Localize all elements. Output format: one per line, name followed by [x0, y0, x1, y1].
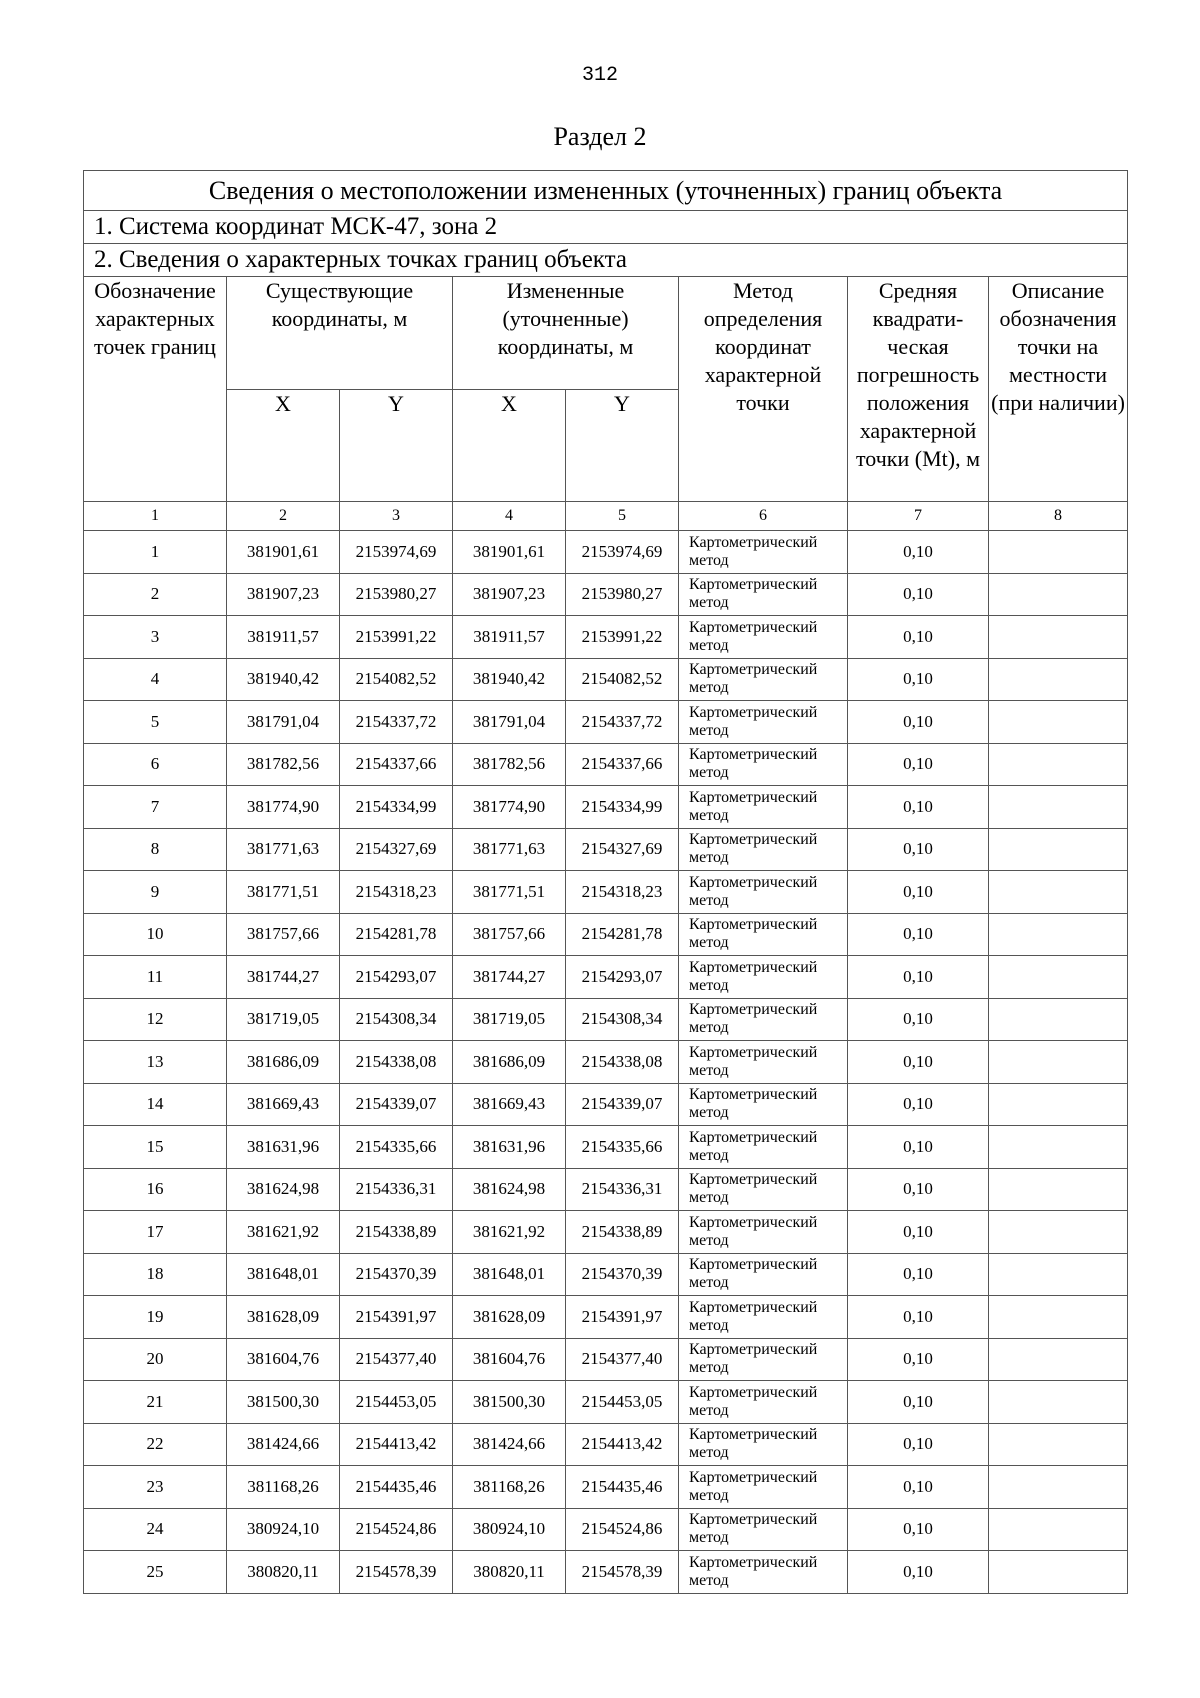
x-existing-cell: 381744,27	[227, 956, 340, 999]
mean-error-cell: 0,10	[848, 998, 989, 1041]
method-cell: Картометрический метод	[679, 1253, 848, 1296]
table-row	[84, 701, 1128, 744]
description-cell	[989, 998, 1128, 1041]
mean-error-cell: 0,10	[848, 1338, 989, 1381]
x-existing-cell: 381168,26	[227, 1466, 340, 1509]
y-changed-cell: 2153991,22	[566, 616, 679, 659]
page-number: 312	[581, 64, 618, 87]
x-changed-cell: 381621,92	[453, 1211, 566, 1254]
y-existing-cell: 2153991,22	[340, 616, 453, 659]
header-y-changed: Y	[566, 390, 679, 502]
description-cell	[989, 658, 1128, 701]
point-number-cell: 7	[84, 786, 227, 829]
point-number-cell: 23	[84, 1466, 227, 1509]
y-changed-cell: 2154293,07	[566, 956, 679, 999]
method-cell: Картометрический метод	[679, 1168, 848, 1211]
description-cell	[989, 1126, 1128, 1169]
header-y-existing: Y	[340, 390, 453, 502]
table-row	[84, 1041, 1128, 1084]
point-number-cell: 20	[84, 1338, 227, 1381]
x-changed-cell: 381500,30	[453, 1381, 566, 1424]
description-cell	[989, 828, 1128, 871]
y-existing-cell: 2154327,69	[340, 828, 453, 871]
point-number-cell: 16	[84, 1168, 227, 1211]
method-cell: Картометрический метод	[679, 1338, 848, 1381]
x-changed-cell: 381907,23	[453, 573, 566, 616]
y-existing-cell: 2154082,52	[340, 658, 453, 701]
point-number-cell: 2	[84, 573, 227, 616]
x-existing-cell: 380924,10	[227, 1508, 340, 1551]
x-changed-cell: 381648,01	[453, 1253, 566, 1296]
y-existing-cell: 2154334,99	[340, 786, 453, 829]
x-existing-cell: 381774,90	[227, 786, 340, 829]
point-number-cell: 5	[84, 701, 227, 744]
x-changed-cell: 381782,56	[453, 743, 566, 786]
mean-error-cell: 0,10	[848, 1253, 989, 1296]
table-row	[84, 1338, 1128, 1381]
x-changed-cell: 381901,61	[453, 531, 566, 574]
description-cell	[989, 1338, 1128, 1381]
y-changed-cell: 2154370,39	[566, 1253, 679, 1296]
method-cell: Картометрический метод	[679, 998, 848, 1041]
x-existing-cell: 381648,01	[227, 1253, 340, 1296]
x-existing-cell: 381907,23	[227, 573, 340, 616]
mean-error-cell: 0,10	[848, 1466, 989, 1509]
point-number-cell: 8	[84, 828, 227, 871]
description-cell	[989, 871, 1128, 914]
method-cell: Картометрический метод	[679, 871, 848, 914]
section-title: Раздел 2	[553, 122, 647, 151]
point-number-cell: 12	[84, 998, 227, 1041]
method-cell: Картометрический метод	[679, 1041, 848, 1084]
x-existing-cell: 380820,11	[227, 1551, 340, 1594]
point-number-cell: 18	[84, 1253, 227, 1296]
point-number-cell: 9	[84, 871, 227, 914]
description-cell	[989, 1423, 1128, 1466]
x-existing-cell: 381771,63	[227, 828, 340, 871]
header-description: Описание обозначения точки на местности (при наличии)	[989, 277, 1128, 502]
mean-error-cell: 0,10	[848, 573, 989, 616]
y-changed-cell: 2153980,27	[566, 573, 679, 616]
y-existing-cell: 2154339,07	[340, 1083, 453, 1126]
x-changed-cell: 381744,27	[453, 956, 566, 999]
table-row	[84, 828, 1128, 871]
y-changed-cell: 2154377,40	[566, 1338, 679, 1381]
table-row	[84, 1253, 1128, 1296]
mean-error-cell: 0,10	[848, 1381, 989, 1424]
column-number: 6	[679, 502, 848, 531]
table-row	[84, 913, 1128, 956]
description-cell	[989, 1381, 1128, 1424]
point-number-cell: 6	[84, 743, 227, 786]
x-existing-cell: 381686,09	[227, 1041, 340, 1084]
y-changed-cell: 2154334,99	[566, 786, 679, 829]
description-cell	[989, 956, 1128, 999]
x-changed-cell: 381669,43	[453, 1083, 566, 1126]
x-changed-cell: 381624,98	[453, 1168, 566, 1211]
y-existing-cell: 2153980,27	[340, 573, 453, 616]
method-cell: Картометрический метод	[679, 1423, 848, 1466]
table-row	[84, 786, 1128, 829]
method-cell: Картометрический метод	[679, 616, 848, 659]
x-changed-cell: 381774,90	[453, 786, 566, 829]
y-existing-cell: 2154370,39	[340, 1253, 453, 1296]
table-row	[84, 871, 1128, 914]
y-existing-cell: 2153974,69	[340, 531, 453, 574]
x-existing-cell: 381757,66	[227, 913, 340, 956]
point-number-cell: 10	[84, 913, 227, 956]
x-changed-cell: 381604,76	[453, 1338, 566, 1381]
point-number-cell: 14	[84, 1083, 227, 1126]
header-existing-coordinates: Существующие координаты, м	[227, 277, 453, 390]
y-changed-cell: 2154318,23	[566, 871, 679, 914]
x-changed-cell: 381911,57	[453, 616, 566, 659]
x-existing-cell: 381604,76	[227, 1338, 340, 1381]
y-changed-cell: 2154453,05	[566, 1381, 679, 1424]
x-changed-cell: 380924,10	[453, 1508, 566, 1551]
x-existing-cell: 381500,30	[227, 1381, 340, 1424]
y-changed-cell: 2154338,08	[566, 1041, 679, 1084]
table-row	[84, 956, 1128, 999]
method-cell: Картометрический метод	[679, 1381, 848, 1424]
description-cell	[989, 1083, 1128, 1126]
description-cell	[989, 1041, 1128, 1084]
y-existing-cell: 2154335,66	[340, 1126, 453, 1169]
points-heading: 2. Сведения о характерных точках границ объекта	[84, 244, 1128, 277]
point-number-cell: 21	[84, 1381, 227, 1424]
point-number-cell: 24	[84, 1508, 227, 1551]
point-number-cell: 1	[84, 531, 227, 574]
x-existing-cell: 381940,42	[227, 658, 340, 701]
column-number: 8	[989, 502, 1128, 531]
mean-error-cell: 0,10	[848, 1041, 989, 1084]
y-existing-cell: 2154578,39	[340, 1551, 453, 1594]
x-changed-cell: 381940,42	[453, 658, 566, 701]
method-cell: Картометрический метод	[679, 658, 848, 701]
header-method: Метод определения координат характерной точки	[679, 277, 848, 502]
y-changed-cell: 2154327,69	[566, 828, 679, 871]
method-cell: Картометрический метод	[679, 701, 848, 744]
mean-error-cell: 0,10	[848, 1296, 989, 1339]
x-existing-cell: 381791,04	[227, 701, 340, 744]
x-changed-cell: 381628,09	[453, 1296, 566, 1339]
mean-error-cell: 0,10	[848, 871, 989, 914]
method-cell: Картометрический метод	[679, 956, 848, 999]
y-changed-cell: 2154336,31	[566, 1168, 679, 1211]
point-number-cell: 19	[84, 1296, 227, 1339]
x-existing-cell: 381624,98	[227, 1168, 340, 1211]
y-changed-cell: 2154308,34	[566, 998, 679, 1041]
y-changed-cell: 2154391,97	[566, 1296, 679, 1339]
method-cell: Картометрический метод	[679, 786, 848, 829]
x-existing-cell: 381628,09	[227, 1296, 340, 1339]
table-row	[84, 1423, 1128, 1466]
table-row	[84, 1296, 1128, 1339]
mean-error-cell: 0,10	[848, 913, 989, 956]
x-changed-cell: 381771,51	[453, 871, 566, 914]
y-changed-cell: 2154337,66	[566, 743, 679, 786]
point-number-cell: 25	[84, 1551, 227, 1594]
table-row	[84, 743, 1128, 786]
table-row	[84, 1508, 1128, 1551]
point-number-cell: 15	[84, 1126, 227, 1169]
description-cell	[989, 1508, 1128, 1551]
mean-error-cell: 0,10	[848, 1211, 989, 1254]
column-number: 3	[340, 502, 453, 531]
y-existing-cell: 2154338,08	[340, 1041, 453, 1084]
x-existing-cell: 381669,43	[227, 1083, 340, 1126]
mean-error-cell: 0,10	[848, 1083, 989, 1126]
table-row	[84, 1381, 1128, 1424]
header-changed-coordinates: Измененные (уточненные) координаты, м	[453, 277, 679, 390]
mean-error-cell: 0,10	[848, 531, 989, 574]
y-existing-cell: 2154377,40	[340, 1338, 453, 1381]
column-number: 2	[227, 502, 340, 531]
point-number-cell: 17	[84, 1211, 227, 1254]
description-cell	[989, 786, 1128, 829]
coord-system: 1. Система координат МСК-47, зона 2	[84, 211, 1128, 244]
table-row	[84, 998, 1128, 1041]
y-existing-cell: 2154337,72	[340, 701, 453, 744]
x-existing-cell: 381424,66	[227, 1423, 340, 1466]
method-cell: Картометрический метод	[679, 828, 848, 871]
table-row	[84, 573, 1128, 616]
y-changed-cell: 2154435,46	[566, 1466, 679, 1509]
mean-error-cell: 0,10	[848, 1168, 989, 1211]
y-existing-cell: 2154413,42	[340, 1423, 453, 1466]
y-existing-cell: 2154336,31	[340, 1168, 453, 1211]
column-number: 5	[566, 502, 679, 531]
x-changed-cell: 381686,09	[453, 1041, 566, 1084]
method-cell: Картометрический метод	[679, 913, 848, 956]
point-number-cell: 4	[84, 658, 227, 701]
y-changed-cell: 2154082,52	[566, 658, 679, 701]
point-number-cell: 11	[84, 956, 227, 999]
description-cell	[989, 531, 1128, 574]
y-existing-cell: 2154453,05	[340, 1381, 453, 1424]
point-number-cell: 3	[84, 616, 227, 659]
table-row	[84, 1211, 1128, 1254]
table-row	[84, 1168, 1128, 1211]
description-cell	[989, 616, 1128, 659]
header-x-changed: X	[453, 390, 566, 502]
y-changed-cell: 2154338,89	[566, 1211, 679, 1254]
x-changed-cell: 381771,63	[453, 828, 566, 871]
description-cell	[989, 913, 1128, 956]
method-cell: Картометрический метод	[679, 1296, 848, 1339]
x-changed-cell: 380820,11	[453, 1551, 566, 1594]
column-number: 1	[84, 502, 227, 531]
x-changed-cell: 381424,66	[453, 1423, 566, 1466]
description-cell	[989, 1296, 1128, 1339]
method-cell: Картометрический метод	[679, 1126, 848, 1169]
y-changed-cell: 2153974,69	[566, 531, 679, 574]
y-existing-cell: 2154318,23	[340, 871, 453, 914]
y-existing-cell: 2154337,66	[340, 743, 453, 786]
description-cell	[989, 573, 1128, 616]
boundary-points-table	[83, 170, 1128, 1594]
y-changed-cell: 2154413,42	[566, 1423, 679, 1466]
description-cell	[989, 701, 1128, 744]
method-cell: Картометрический метод	[679, 1211, 848, 1254]
description-cell	[989, 1168, 1128, 1211]
x-existing-cell: 381771,51	[227, 871, 340, 914]
mean-error-cell: 0,10	[848, 956, 989, 999]
table-row	[84, 1551, 1128, 1594]
x-changed-cell: 381791,04	[453, 701, 566, 744]
mean-error-cell: 0,10	[848, 1423, 989, 1466]
x-existing-cell: 381782,56	[227, 743, 340, 786]
method-cell: Картометрический метод	[679, 743, 848, 786]
y-changed-cell: 2154578,39	[566, 1551, 679, 1594]
y-existing-cell: 2154338,89	[340, 1211, 453, 1254]
y-existing-cell: 2154293,07	[340, 956, 453, 999]
description-cell	[989, 743, 1128, 786]
mean-error-cell: 0,10	[848, 1508, 989, 1551]
method-cell: Картометрический метод	[679, 1508, 848, 1551]
mean-error-cell: 0,10	[848, 701, 989, 744]
mean-error-cell: 0,10	[848, 743, 989, 786]
y-changed-cell: 2154335,66	[566, 1126, 679, 1169]
point-number-cell: 13	[84, 1041, 227, 1084]
header-x-existing: X	[227, 390, 340, 502]
method-cell: Картометрический метод	[679, 1083, 848, 1126]
description-cell	[989, 1211, 1128, 1254]
mean-error-cell: 0,10	[848, 1126, 989, 1169]
x-changed-cell: 381719,05	[453, 998, 566, 1041]
mean-error-cell: 0,10	[848, 1551, 989, 1594]
x-changed-cell: 381757,66	[453, 913, 566, 956]
description-cell	[989, 1551, 1128, 1594]
y-existing-cell: 2154435,46	[340, 1466, 453, 1509]
method-cell: Картометрический метод	[679, 1551, 848, 1594]
table-row	[84, 658, 1128, 701]
table-row	[84, 1126, 1128, 1169]
x-changed-cell: 381631,96	[453, 1126, 566, 1169]
method-cell: Картометрический метод	[679, 1466, 848, 1509]
point-number-cell: 22	[84, 1423, 227, 1466]
y-changed-cell: 2154524,86	[566, 1508, 679, 1551]
table-row	[84, 1466, 1128, 1509]
x-existing-cell: 381719,05	[227, 998, 340, 1041]
y-existing-cell: 2154281,78	[340, 913, 453, 956]
method-cell: Картометрический метод	[679, 531, 848, 574]
x-existing-cell: 381621,92	[227, 1211, 340, 1254]
description-cell	[989, 1253, 1128, 1296]
description-cell	[989, 1466, 1128, 1509]
y-existing-cell: 2154524,86	[340, 1508, 453, 1551]
x-existing-cell: 381911,57	[227, 616, 340, 659]
table-title: Сведения о местоположении измененных (уточненных) границ объекта	[84, 171, 1128, 211]
y-existing-cell: 2154308,34	[340, 998, 453, 1041]
mean-error-cell: 0,10	[848, 828, 989, 871]
table-row	[84, 531, 1128, 574]
y-changed-cell: 2154281,78	[566, 913, 679, 956]
mean-error-cell: 0,10	[848, 616, 989, 659]
header-point-designation: Обозначение характерных точек границ	[84, 277, 227, 502]
x-existing-cell: 381631,96	[227, 1126, 340, 1169]
mean-error-cell: 0,10	[848, 786, 989, 829]
x-changed-cell: 381168,26	[453, 1466, 566, 1509]
table-row	[84, 616, 1128, 659]
y-changed-cell: 2154339,07	[566, 1083, 679, 1126]
header-mean-error: Средняя квадрати- ческая погрешность положения характерной точки (Mt), м	[848, 277, 989, 502]
column-number: 4	[453, 502, 566, 531]
mean-error-cell: 0,10	[848, 658, 989, 701]
method-cell: Картометрический метод	[679, 573, 848, 616]
x-existing-cell: 381901,61	[227, 531, 340, 574]
y-existing-cell: 2154391,97	[340, 1296, 453, 1339]
column-number: 7	[848, 502, 989, 531]
y-changed-cell: 2154337,72	[566, 701, 679, 744]
table-row	[84, 1083, 1128, 1126]
